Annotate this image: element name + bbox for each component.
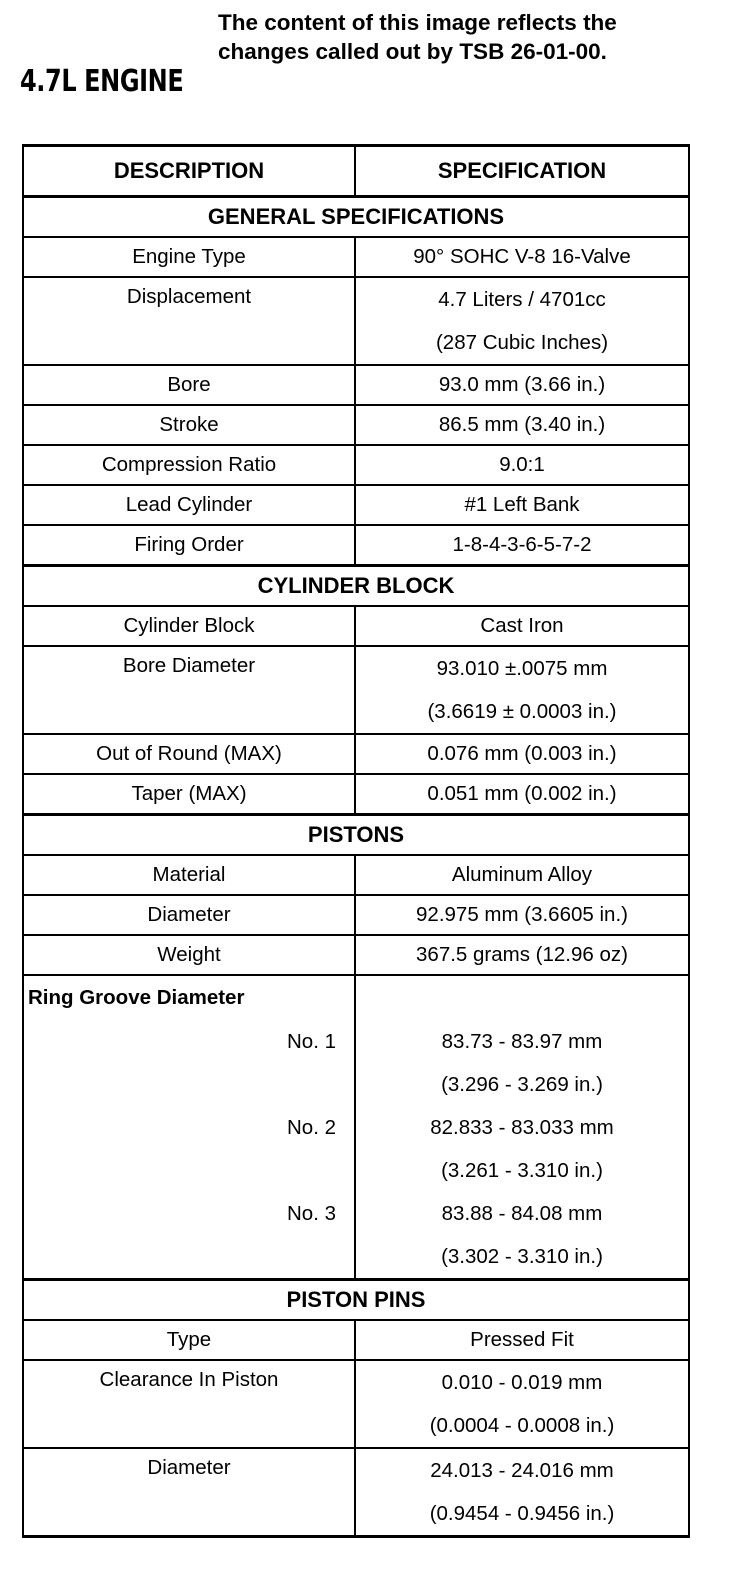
value-line: (0.9454 - 0.9456 in.) xyxy=(429,1502,615,1525)
table-row xyxy=(23,646,689,734)
tsb-notice-line-2: changes called out by TSB 26-01-00. xyxy=(218,39,607,64)
row-label: Bore Diameter xyxy=(23,646,355,734)
value-line: 4.7 Liters / 4701cc xyxy=(438,288,606,311)
table-row xyxy=(23,365,689,405)
value-line: 0.010 - 0.019 mm xyxy=(441,1371,603,1394)
spacer xyxy=(28,1235,350,1278)
table-row xyxy=(23,855,689,895)
table-header xyxy=(23,146,689,197)
section-title: PISTON PINS xyxy=(23,1280,689,1321)
section-general xyxy=(23,197,689,238)
row-value xyxy=(355,646,689,734)
row-value: 367.5 grams (12.96 oz) xyxy=(355,935,689,975)
table-row-ring-groove xyxy=(23,975,689,1280)
value-line: (3.6619 ± 0.0003 in.) xyxy=(427,700,617,723)
value-line: 83.88 - 84.08 mm xyxy=(441,1202,603,1225)
row-value: 0.076 mm (0.003 in.) xyxy=(355,734,689,774)
header-description: DESCRIPTION xyxy=(23,146,355,197)
ring-no-2: No. 2 xyxy=(287,1116,336,1139)
row-value xyxy=(355,1360,689,1448)
row-label: Type xyxy=(23,1320,355,1360)
row-label: Cylinder Block xyxy=(23,606,355,646)
value-line: 24.013 - 24.016 mm xyxy=(430,1459,614,1482)
table-row xyxy=(23,1320,689,1360)
ring-groove-values xyxy=(355,975,689,1280)
value-line: (3.302 - 3.310 in.) xyxy=(441,1245,603,1268)
table-row xyxy=(23,774,689,815)
table-row xyxy=(23,895,689,935)
row-label: Clearance In Piston xyxy=(23,1360,355,1448)
row-value: 93.0 mm (3.66 in.) xyxy=(355,365,689,405)
ring-no-3: No. 3 xyxy=(287,1202,336,1225)
tsb-notice-line-1: The content of this image reflects the xyxy=(218,10,617,35)
row-label: Taper (MAX) xyxy=(23,774,355,815)
section-title: PISTONS xyxy=(23,815,689,856)
section-piston-pins xyxy=(23,1280,689,1321)
table-row xyxy=(23,935,689,975)
row-label: Material xyxy=(23,855,355,895)
row-label: Diameter xyxy=(23,895,355,935)
row-value: 0.051 mm (0.002 in.) xyxy=(355,774,689,815)
table-row xyxy=(23,1360,689,1448)
section-pistons xyxy=(23,815,689,856)
spec-table xyxy=(22,144,690,1538)
row-value: Pressed Fit xyxy=(355,1320,689,1360)
row-label: Lead Cylinder xyxy=(23,485,355,525)
ring-no-1: No. 1 xyxy=(287,1030,336,1053)
value-line: 83.73 - 83.97 mm xyxy=(441,1030,603,1053)
row-value: Cast Iron xyxy=(355,606,689,646)
row-value: 9.0:1 xyxy=(355,445,689,485)
page-title: 4.7L ENGINE xyxy=(20,64,184,99)
value-line: (3.296 - 3.269 in.) xyxy=(441,1073,603,1096)
table-row xyxy=(23,445,689,485)
spacer xyxy=(360,976,684,1020)
value-line: 82.833 - 83.033 mm xyxy=(430,1116,614,1139)
table-row xyxy=(23,485,689,525)
header-specification: SPECIFICATION xyxy=(355,146,689,197)
row-value: 86.5 mm (3.40 in.) xyxy=(355,405,689,445)
row-value xyxy=(355,277,689,365)
row-label: Compression Ratio xyxy=(23,445,355,485)
row-value xyxy=(355,1448,689,1537)
section-cylinder-block xyxy=(23,566,689,607)
table-row xyxy=(23,525,689,566)
table-row xyxy=(23,237,689,277)
table-row xyxy=(23,277,689,365)
ring-groove-heading: Ring Groove Diameter xyxy=(28,986,245,1009)
row-value: Aluminum Alloy xyxy=(355,855,689,895)
table-row xyxy=(23,734,689,774)
row-label: Firing Order xyxy=(23,525,355,566)
row-value: 92.975 mm (3.6605 in.) xyxy=(355,895,689,935)
row-label: Stroke xyxy=(23,405,355,445)
section-title: GENERAL SPECIFICATIONS xyxy=(23,197,689,238)
value-line: (0.0004 - 0.0008 in.) xyxy=(429,1414,615,1437)
row-value: #1 Left Bank xyxy=(355,485,689,525)
row-label: Out of Round (MAX) xyxy=(23,734,355,774)
row-label: Bore xyxy=(23,365,355,405)
row-label: Engine Type xyxy=(23,237,355,277)
tsb-notice xyxy=(218,8,728,66)
value-line: (287 Cubic Inches) xyxy=(435,331,609,354)
table-row xyxy=(23,405,689,445)
table-row xyxy=(23,606,689,646)
ring-groove-labels xyxy=(23,975,355,1280)
row-label: Diameter xyxy=(23,1448,355,1537)
table-row xyxy=(23,1448,689,1537)
row-value: 90° SOHC V-8 16-Valve xyxy=(355,237,689,277)
section-title: CYLINDER BLOCK xyxy=(23,566,689,607)
spacer xyxy=(28,1063,350,1106)
row-value: 1-8-4-3-6-5-7-2 xyxy=(355,525,689,566)
row-label: Displacement xyxy=(23,277,355,365)
spacer xyxy=(28,1149,350,1192)
row-label: Weight xyxy=(23,935,355,975)
value-line: (3.261 - 3.310 in.) xyxy=(441,1159,603,1182)
value-line: 93.010 ±.0075 mm xyxy=(436,657,608,680)
